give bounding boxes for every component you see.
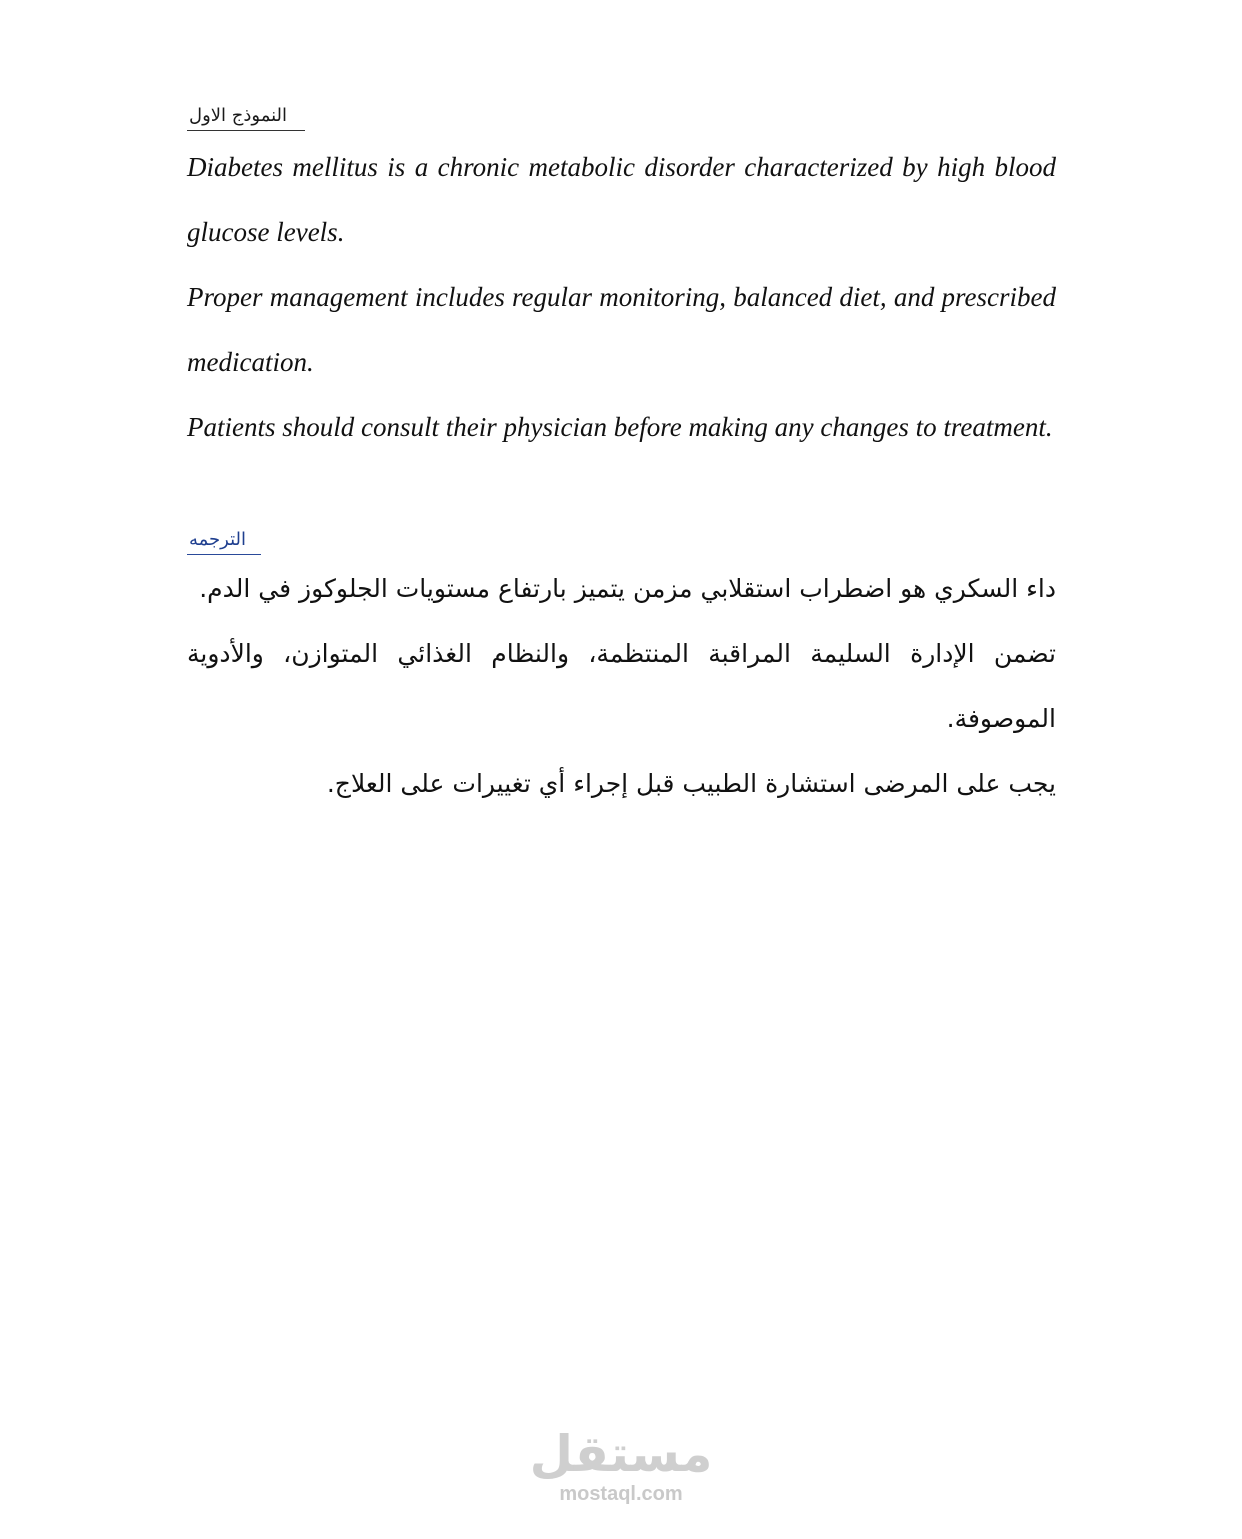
watermark-logo: مستقل <box>529 1425 713 1483</box>
arabic-paragraph-2: تضمن الإدارة السليمة المراقبة المنتظمة، والنظام الغذائي المتوازن، والأدوية الموصوفة. <box>187 639 1056 733</box>
model-heading: النموذج الاول <box>187 104 305 131</box>
arabic-paragraph-3: يجب على المرضى استشارة الطبيب قبل إجراء أي تغييرات على العلاج. <box>326 769 1056 798</box>
english-paragraph-1: Diabetes mellitus is a chronic metabolic disorder characterized by high blood glucose levels. <box>187 152 1056 247</box>
translation-heading: الترجمه <box>187 528 261 555</box>
english-paragraph-3: Patients should consult their physician before making any changes to treatment. <box>187 412 1053 442</box>
english-paragraph-2: Proper management includes regular monitoring, balanced diet, and prescribed medication. <box>187 282 1056 377</box>
english-text-block <box>187 135 1056 460</box>
arabic-paragraph-1: داء السكري هو اضطراب استقلابي مزمن يتميز بارتفاع مستويات الجلوكوز في الدم. <box>199 574 1056 603</box>
watermark <box>521 1425 721 1505</box>
arabic-text-block <box>187 556 1056 816</box>
watermark-url: mostaql.com <box>559 1483 683 1505</box>
